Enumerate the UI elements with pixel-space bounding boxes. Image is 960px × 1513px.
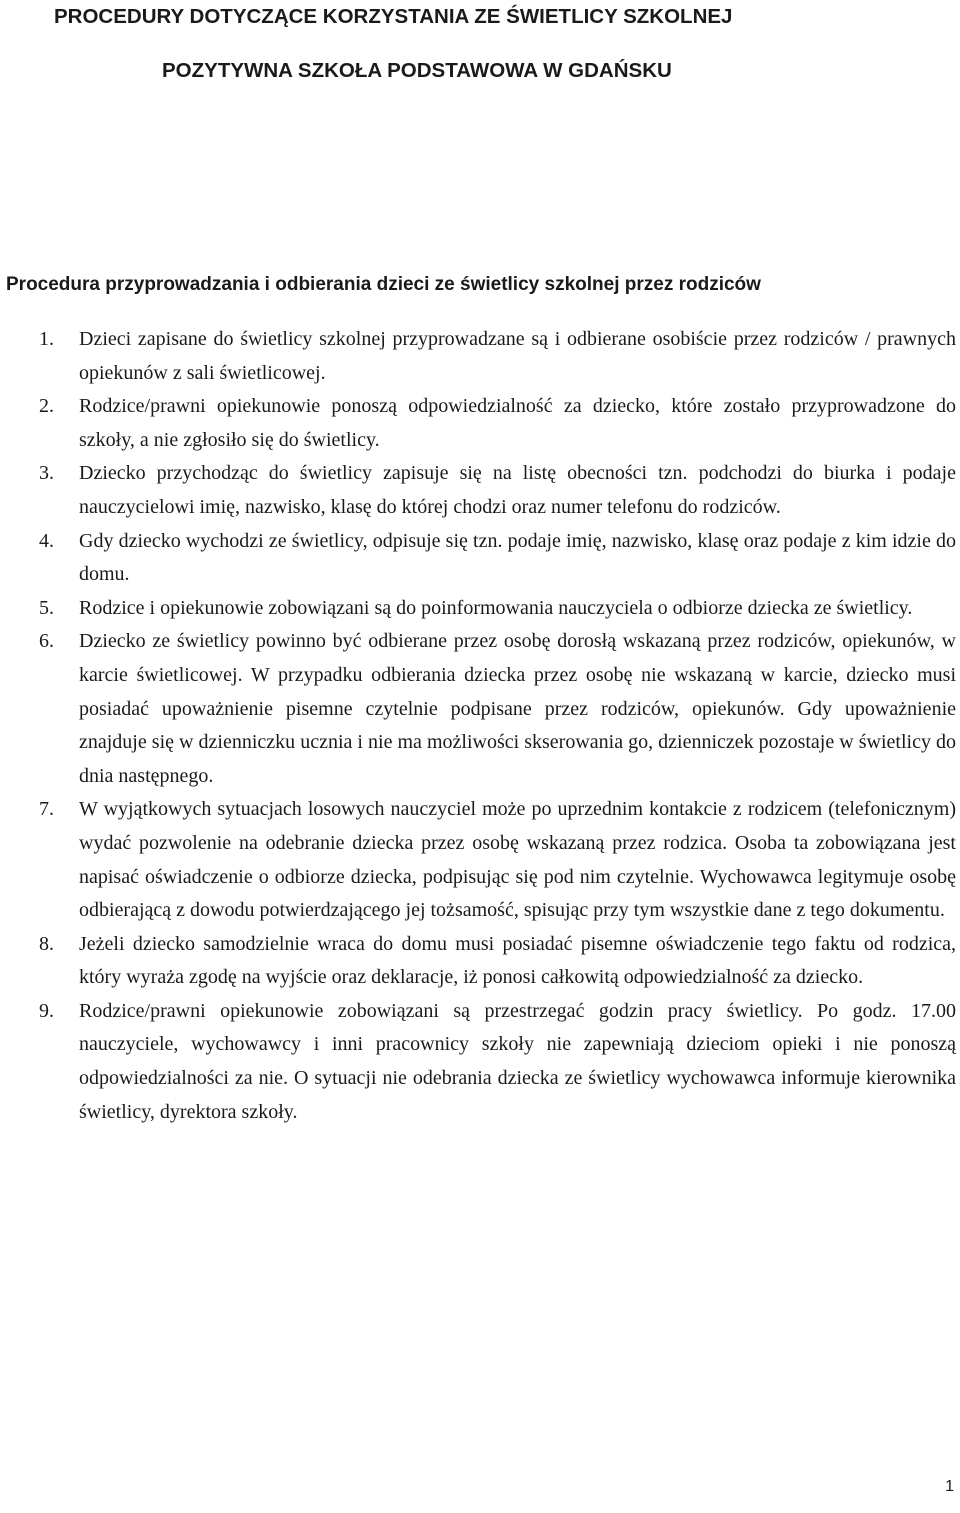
rule-text: Rodzice i opiekunowie zobowiązani są do poinformowania nauczyciela o odbiorze dziecka ze świetlicy. (79, 596, 913, 619)
rule-text: Gdy dziecko wychodzi ze świetlicy, odpisuje się tzn. podaje imię, nazwisko, klasę oraz podaje z kim idzie do domu. (79, 529, 956, 586)
page-number: 1 (945, 1478, 954, 1495)
rule-number: 9. (39, 999, 54, 1022)
rule-item-1 (0, 323, 956, 390)
procedure-rules-list (0, 323, 956, 1129)
rule-item-6 (0, 625, 956, 793)
rule-number: 6. (39, 630, 54, 653)
rule-item-7 (0, 793, 956, 927)
rule-number: 1. (39, 328, 54, 350)
school-name: POZYTYWNA SZKOŁA PODSTAWOWA W GDAŃSKU (162, 59, 672, 82)
rule-item-4 (0, 525, 956, 592)
rule-item-5 (0, 592, 956, 626)
rule-text: Rodzice/prawni opiekunowie ponoszą odpowiedzialność za dziecko, które zostało przyprowadzone do szkoły, a nie zgłosiło się do świetlicy. (79, 395, 956, 451)
rule-number: 2. (39, 395, 54, 418)
rule-text: Dziecko ze świetlicy powinno być odbierane przez osobę dorosłą wskazaną przez rodziców, opiekunów, w karcie świetlicowej. W przypadku odbierania dziecka przez osobę nie wskazaną w karcie, dziecko musi posiadać upoważnienie pisemne czytelnie podpisane przez rodziców, opiekunów. Gdy upoważnienie znajduje się w dzienniczku ucznia i nie ma możliwości skserowania go, dzienniczek pozostaje w świetlicy do dnia następnego. (79, 630, 956, 787)
rule-item-2 (0, 390, 956, 457)
rule-number: 4. (39, 529, 54, 552)
rule-number: 7. (39, 798, 54, 821)
rule-number: 8. (39, 932, 54, 955)
rule-item-3 (0, 457, 956, 524)
rule-text: Dziecko przychodząc do świetlicy zapisuje się na listę obecności tzn. podchodzi do biurka i podaje nauczycielowi imię, nazwisko, klasę do której chodzi oraz numer telefonu do rodziców. (79, 462, 956, 518)
rule-text: Rodzice/prawni opiekunowie zobowiązani są przestrzegać godzin pracy świetlicy. Po godz. 17.00 nauczyciele, wychowawcy i inni pracownicy szkoły nie zapewniają dzieciom opieki i nie ponoszą odpowiedzialności za nie. O sytuacji nie odebrania dziecka ze świetlicy wychowawca informuje kierownika świetlicy, dyrektora szkoły. (79, 999, 956, 1123)
rule-text: Dzieci zapisane do świetlicy szkolnej przyprowadzane są i odbierane osobiście przez rodziców / prawnych opiekunów z sali świetlicowej. (79, 328, 956, 384)
rule-number: 3. (39, 462, 54, 485)
rule-item-8 (0, 928, 956, 995)
rule-number: 5. (39, 596, 54, 619)
rule-text: Jeżeli dziecko samodzielnie wraca do domu musi posiadać pisemne oświadczenie tego faktu od rodzica, który wyraża zgodę na wyjście oraz deklaracje, iż ponosi całkowitą odpowiedzialność za dziecko. (79, 932, 956, 989)
rule-text: W wyjątkowych sytuacjach losowych nauczyciel może po uprzednim kontakcie z rodzicem (telefonicznym) wydać pozwolenie na odebranie dziecka przez osobę wskazaną przez rodzica. Osoba ta zobowiązana jest napisać oświadczenie o odbiorze dziecka, podpisując się pod nim czytelnie. Wychowawca legitymuje osobę odbierającą z dowodu potwierdzającego jej tożsamość, spisując przy tym wszystkie dane z tego dokumentu. (79, 798, 956, 922)
section-heading: Procedura przyprowadzania i odbierania dzieci ze świetlicy szkolnej przez rodziców (6, 274, 761, 295)
document-title: PROCEDURY DOTYCZĄCE KORZYSTANIA ZE ŚWIETLICY SZKOLNEJ (54, 5, 733, 28)
rule-item-9 (0, 995, 956, 1129)
